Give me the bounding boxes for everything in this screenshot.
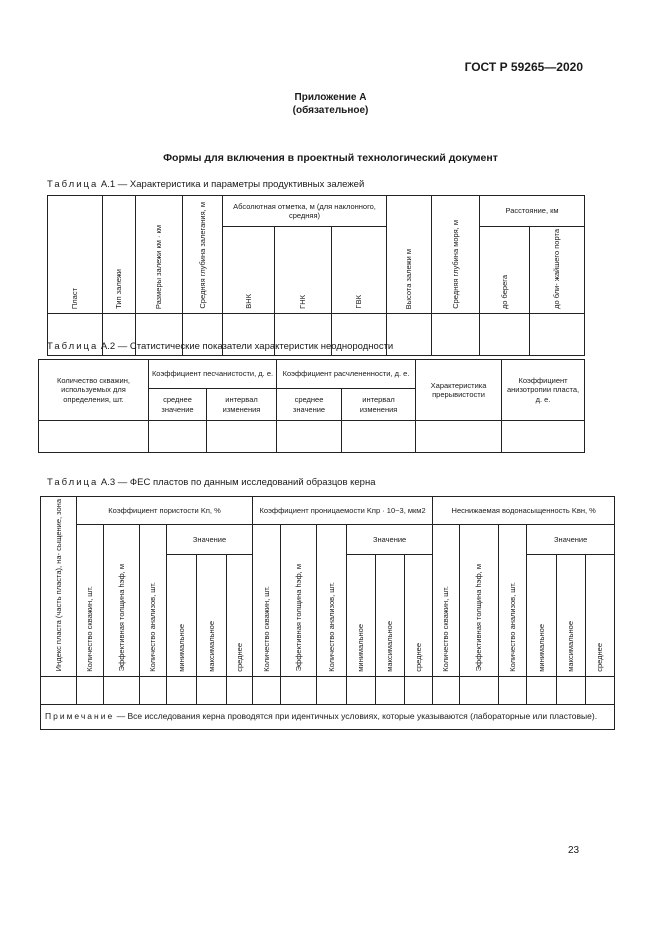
t3-cell xyxy=(347,676,376,704)
t3-col-min: минимальное xyxy=(527,554,557,676)
t3-col-wells: Количество скважин, шт. xyxy=(433,525,460,677)
t3-col-index: Индекс пласта (часть пласта), на- сыщение, зона xyxy=(41,497,77,677)
t3-col-avg: среднее xyxy=(405,554,433,676)
t1-col-plast: Пласт xyxy=(48,196,103,314)
t2-col-discont: Характеристика прерывистости xyxy=(416,360,502,421)
t1-col-type: Тип залежи xyxy=(103,196,136,314)
table-a3 xyxy=(40,496,615,730)
standard-code: ГОСТ Р 59265—2020 xyxy=(464,60,583,74)
t2-col-dissect-interval: интервал изменения xyxy=(342,389,416,421)
t3-cell xyxy=(405,676,433,704)
t3-cell xyxy=(317,676,347,704)
t1-col-port: до бли- жайшего порта xyxy=(530,227,585,314)
t3-col-analyses: Количество анализов, шт. xyxy=(140,525,167,677)
t3-col-thickness: Эффективная толщина hэф, м xyxy=(281,525,317,677)
t3-cell xyxy=(140,676,167,704)
t1-cell xyxy=(432,314,480,356)
t3-cell xyxy=(41,676,77,704)
table-a1 xyxy=(47,195,585,356)
t2-cell xyxy=(502,421,585,453)
t3-col-analyses: Количество анализов, шт. xyxy=(317,525,347,677)
t1-group-abs: Абсолютная отметка, м (для наклонного, средняя) xyxy=(223,196,387,227)
t1-col-gnk: ГНК xyxy=(275,227,332,314)
t3-cell xyxy=(460,676,499,704)
t1-group-dist: Расстояние, км xyxy=(480,196,585,227)
table3-note: Примечание — Все исследования керна проводятся при идентичных условиях, которые указываются (лабораторные или пластовые). xyxy=(41,704,615,729)
t3-col-min: минимальное xyxy=(347,554,376,676)
t1-cell xyxy=(480,314,530,356)
t3-col-avg: среднее xyxy=(227,554,253,676)
page-number: 23 xyxy=(568,845,580,856)
t3-cell xyxy=(253,676,281,704)
table3-caption: Таблица А.3 — ФЕС пластов по данным исследований образцов керна xyxy=(47,477,376,488)
t2-cell xyxy=(207,421,277,453)
t3-col-thickness: Эффективная толщина hэф, м xyxy=(460,525,499,677)
t2-cell xyxy=(277,421,342,453)
t1-cell xyxy=(530,314,585,356)
t2-col-sand-interval: интервал изменения xyxy=(207,389,277,421)
t1-col-gvk: ГВК xyxy=(332,227,387,314)
t3-col-max: максимальное xyxy=(197,554,227,676)
t3-value-header: Значение xyxy=(167,525,253,555)
appendix-subtitle: (обязательное) xyxy=(292,105,369,116)
t2-group-sand: Коэффициент песчанистости, д. е. xyxy=(149,360,277,389)
t3-cell xyxy=(586,676,615,704)
appendix-title: Приложение А xyxy=(294,92,367,103)
t3-col-min: минимальное xyxy=(167,554,197,676)
t3-cell xyxy=(433,676,460,704)
t3-col-analyses: Количество анализов, шт. xyxy=(499,525,527,677)
t2-group-dissect: Коэффициент расчлененности, д. е. xyxy=(277,360,416,389)
t3-col-wells: Количество скважин, шт. xyxy=(253,525,281,677)
t2-col-dissect-mean: среднее значение xyxy=(277,389,342,421)
t1-col-height: Высота залежи м xyxy=(387,196,432,314)
t3-group-permeability: Коэффициент проницаемости Kпр · 10−3, мкм2 xyxy=(253,497,433,525)
table1-caption: Таблица А.1 — Характеристика и параметры продуктивных залежей xyxy=(47,179,365,190)
t1-col-sea: Средняя глубина моря, м xyxy=(432,196,480,314)
t3-col-max: максимальное xyxy=(557,554,586,676)
t3-cell xyxy=(527,676,557,704)
t2-cell xyxy=(342,421,416,453)
t3-value-header: Значение xyxy=(527,525,615,555)
t1-col-depth: Средняя глубина залегания, м xyxy=(183,196,223,314)
t2-cell xyxy=(39,421,149,453)
t1-col-shore: до берега xyxy=(480,227,530,314)
t3-cell xyxy=(281,676,317,704)
t1-col-size: Размеры залежи км · км xyxy=(136,196,183,314)
table-a2 xyxy=(38,359,585,453)
t3-cell xyxy=(557,676,586,704)
t3-value-header: Значение xyxy=(347,525,433,555)
t3-cell xyxy=(197,676,227,704)
t3-cell xyxy=(77,676,104,704)
t3-col-thickness: Эффективная толщина hэф, м xyxy=(104,525,140,677)
t3-cell xyxy=(104,676,140,704)
t3-cell xyxy=(499,676,527,704)
t2-cell xyxy=(416,421,502,453)
t1-cell xyxy=(387,314,432,356)
t2-col-wells: Количество скважин, используемых для определения, шт. xyxy=(39,360,149,421)
t3-cell xyxy=(227,676,253,704)
t3-cell xyxy=(376,676,405,704)
t3-col-wells: Количество скважин, шт. xyxy=(77,525,104,677)
t2-col-anis: Коэффициент анизотропии пласта, д. е. xyxy=(502,360,585,421)
table2-caption: Таблица А.2 — Статистические показатели характеристик неоднородности xyxy=(47,341,394,352)
t3-cell xyxy=(167,676,197,704)
t3-group-saturation: Неснижаемая водонасыщенность Kвн, % xyxy=(433,497,615,525)
t2-col-sand-mean: среднее значение xyxy=(149,389,207,421)
section-title: Формы для включения в проектный технологический документ xyxy=(163,152,498,164)
t1-col-vnk: ВНК xyxy=(223,227,275,314)
t3-col-max: максимальное xyxy=(376,554,405,676)
t3-group-porosity: Коэффициент пористости Kп, % xyxy=(77,497,253,525)
t3-col-avg: среднее xyxy=(586,554,615,676)
t2-cell xyxy=(149,421,207,453)
